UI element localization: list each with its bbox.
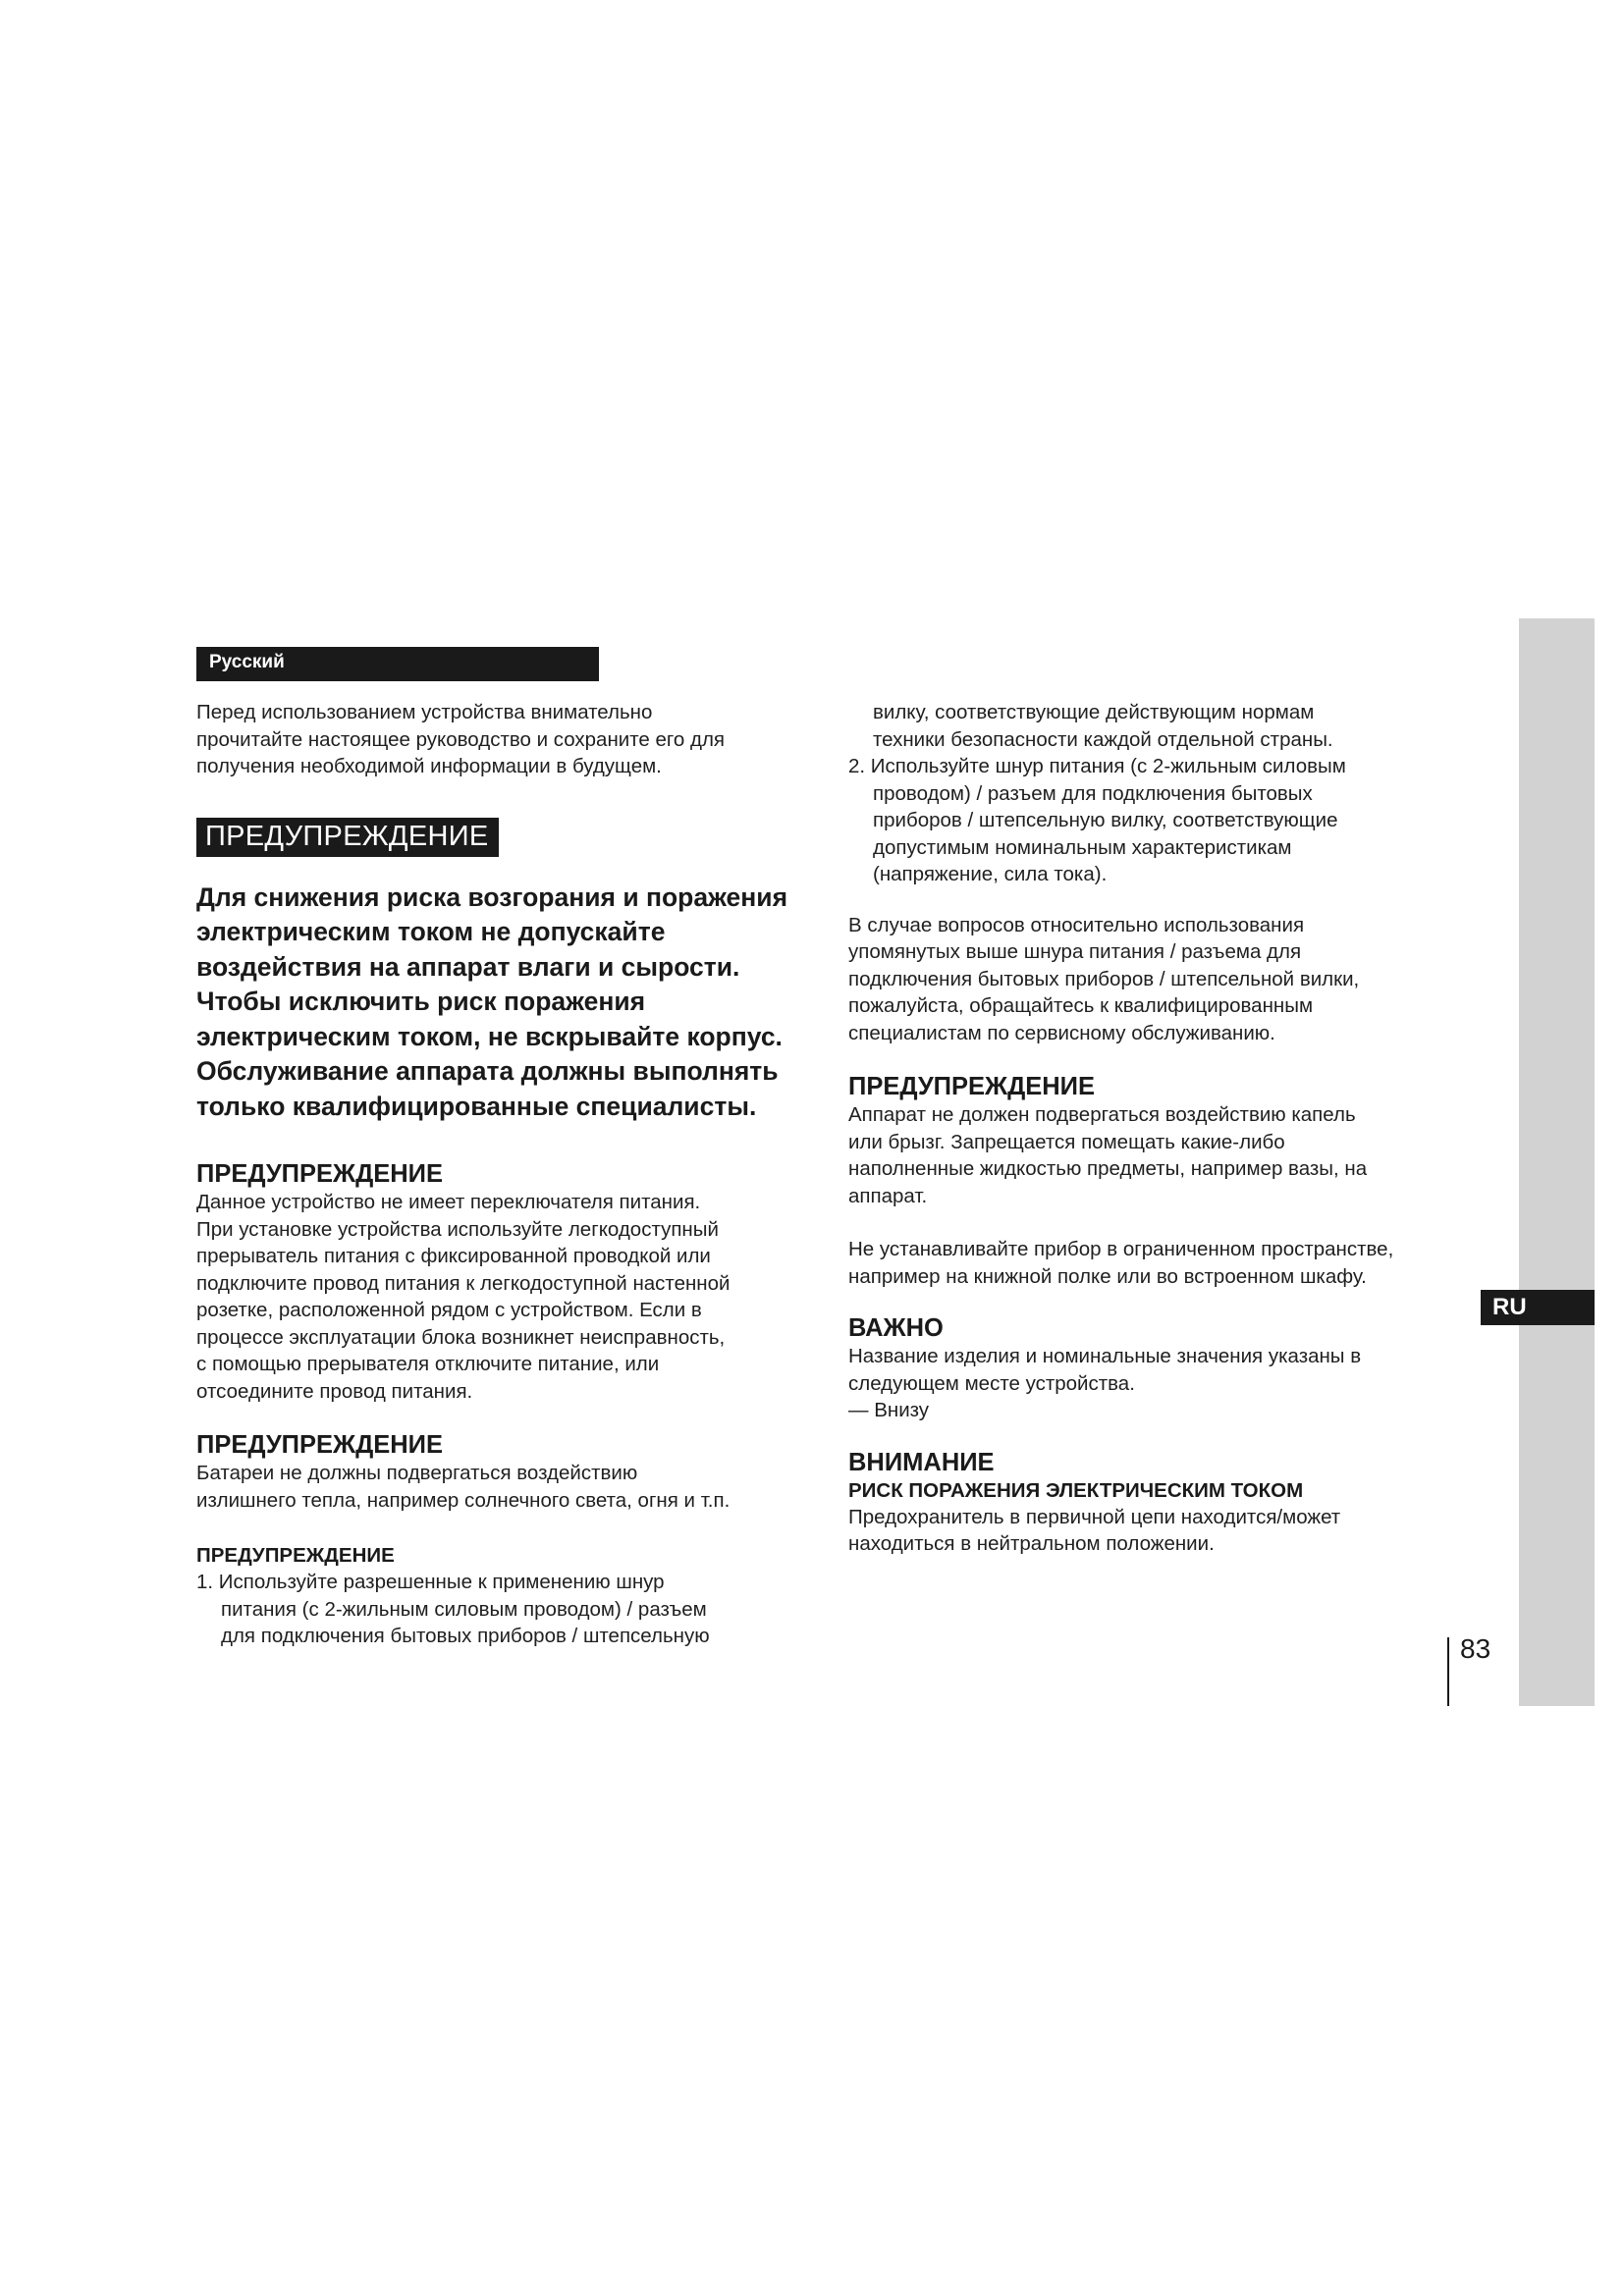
body-line: или брызг. Запрещается помещать какие-либо (848, 1130, 1285, 1153)
main-warning-line: только квалифицированные специалисты. (196, 1091, 757, 1121)
section-subheading: ПРЕДУПРЕЖДЕНИЕ (196, 1544, 395, 1567)
right-column (848, 699, 1455, 1558)
body-line: Аппарат не должен подвергаться воздействию капель (848, 1103, 1356, 1126)
section-heading: ВНИМАНИЕ (848, 1448, 995, 1476)
body-line: Батареи не должны подвергаться воздействию (196, 1462, 638, 1484)
main-warning-line: электрическим током не допускайте (196, 917, 666, 946)
body-line: специалистам по сервисному обслуживанию. (848, 1021, 1275, 1044)
body-line: — Внизу (848, 1399, 930, 1421)
side-margin-strip (1519, 618, 1595, 1706)
warning-box-heading: ПРЕДУПРЕЖДЕНИЕ (196, 818, 499, 857)
main-warning-line: Чтобы исключить риск поражения (196, 987, 646, 1016)
main-warning-line: Обслуживание аппарата должны выполнять (196, 1056, 779, 1086)
section-moisture (848, 1072, 1455, 1290)
list-item-2: 2. Используйте шнур питания (с 2-жильным силовым (848, 755, 1346, 777)
section-power-switch (196, 1159, 800, 1405)
body-line: аппарат. (848, 1184, 928, 1207)
list-item-2-cont: (напряжение, сила тока). (873, 863, 1108, 885)
body-line: с помощью прерывателя отключите питание, или (196, 1353, 660, 1375)
section-heading: ПРЕДУПРЕЖДЕНИЕ (196, 1431, 444, 1459)
main-warning-line: Для снижения риска возгорания и поражения (196, 881, 788, 912)
section-caution (848, 1448, 1455, 1558)
list-item-2-cont: приборов / штепсельную вилку, соответствующие (873, 809, 1338, 831)
body-line: При установке устройства используйте легкодоступный (196, 1217, 719, 1241)
main-warning-line: электрическим током, не вскрывайте корпус. (196, 1021, 783, 1051)
list-item-1-cont: техники безопасности каждой отдельной страны. (873, 727, 1333, 751)
language-tab: RU (1481, 1290, 1595, 1325)
body-line: Предохранитель в первичной цепи находится/может (848, 1505, 1341, 1528)
body-line: Название изделия и номинальные значения указаны в (848, 1345, 1362, 1367)
body-line: процессе эксплуатации блока возникнет неисправность, (196, 1325, 726, 1349)
intro-line: прочитайте настоящее руководство и сохраните его для (196, 727, 726, 751)
section-heading: ПРЕДУПРЕЖДЕНИЕ (196, 1160, 444, 1188)
list-item-1: 1. Используйте разрешенные к применению шнур (196, 1571, 665, 1593)
page-number-divider (1447, 1637, 1449, 1706)
body-line: например на книжной полке или во встроенном шкафу. (848, 1264, 1367, 1288)
body-line: Не устанавливайте прибор в ограниченном пространстве, (848, 1238, 1394, 1260)
body-line: прерыватель питания с фиксированной проводкой или (196, 1245, 711, 1267)
section-heading: ВАЖНО (848, 1314, 944, 1342)
list-item-1-cont: вилку, соответствующие действующим нормам (873, 701, 1315, 723)
body-line: Данное устройство не имеет переключателя питания. (196, 1191, 701, 1213)
section-power-cord (196, 1542, 800, 1650)
main-warning-line: воздействия на аппарат влаги и сырости. (196, 951, 740, 982)
intro-line: получения необходимой информации в будущем. (196, 755, 662, 777)
body-line: излишнего тепла, например солнечного света, огня и т.п. (196, 1488, 731, 1512)
left-column (196, 699, 800, 1650)
body-line: подключения бытовых приборов / штепсельной вилки, (848, 967, 1360, 990)
list-item-2-cont: допустимым номинальным характеристикам (873, 835, 1292, 859)
body-line: наполненные жидкостью предметы, например вазы, на (848, 1157, 1368, 1180)
body-line: В случае вопросов относительно использования (848, 913, 1305, 936)
page-number: 83 (1460, 1633, 1491, 1664)
body-line: находиться в нейтральном положении. (848, 1532, 1215, 1555)
section-batteries (196, 1430, 800, 1514)
body-line: следующем месте устройства. (848, 1371, 1135, 1395)
body-line: пожалуйста, обращайтесь к квалифицированным (848, 994, 1314, 1017)
intro-line: Перед использованием устройства внимательно (196, 701, 653, 723)
list-item-1-cont: питания (с 2-жильным силовым проводом) / разъем (221, 1597, 707, 1621)
section-heading: ПРЕДУПРЕЖДЕНИЕ (848, 1073, 1096, 1100)
body-line: розетке, расположенной рядом с устройством. Если в (196, 1299, 702, 1321)
section-important (848, 1313, 1455, 1424)
language-header: Русский (196, 647, 599, 681)
intro-paragraph (196, 699, 800, 780)
questions-paragraph (848, 912, 1455, 1047)
list-item-2-cont: проводом) / разъем для подключения бытовых (873, 781, 1313, 805)
list-item-1-cont: для подключения бытовых приборов / штепсельную (221, 1625, 710, 1647)
body-line: отсоедините провод питания. (196, 1379, 473, 1403)
section-subheading: РИСК ПОРАЖЕНИЯ ЭЛЕКТРИЧЕСКИМ ТОКОМ (848, 1478, 1304, 1502)
body-line: подключите провод питания к легкодоступной настенной (196, 1271, 731, 1295)
main-warning-text (196, 881, 800, 1125)
body-line: упомянутых выше шнура питания / разъема для (848, 940, 1302, 963)
